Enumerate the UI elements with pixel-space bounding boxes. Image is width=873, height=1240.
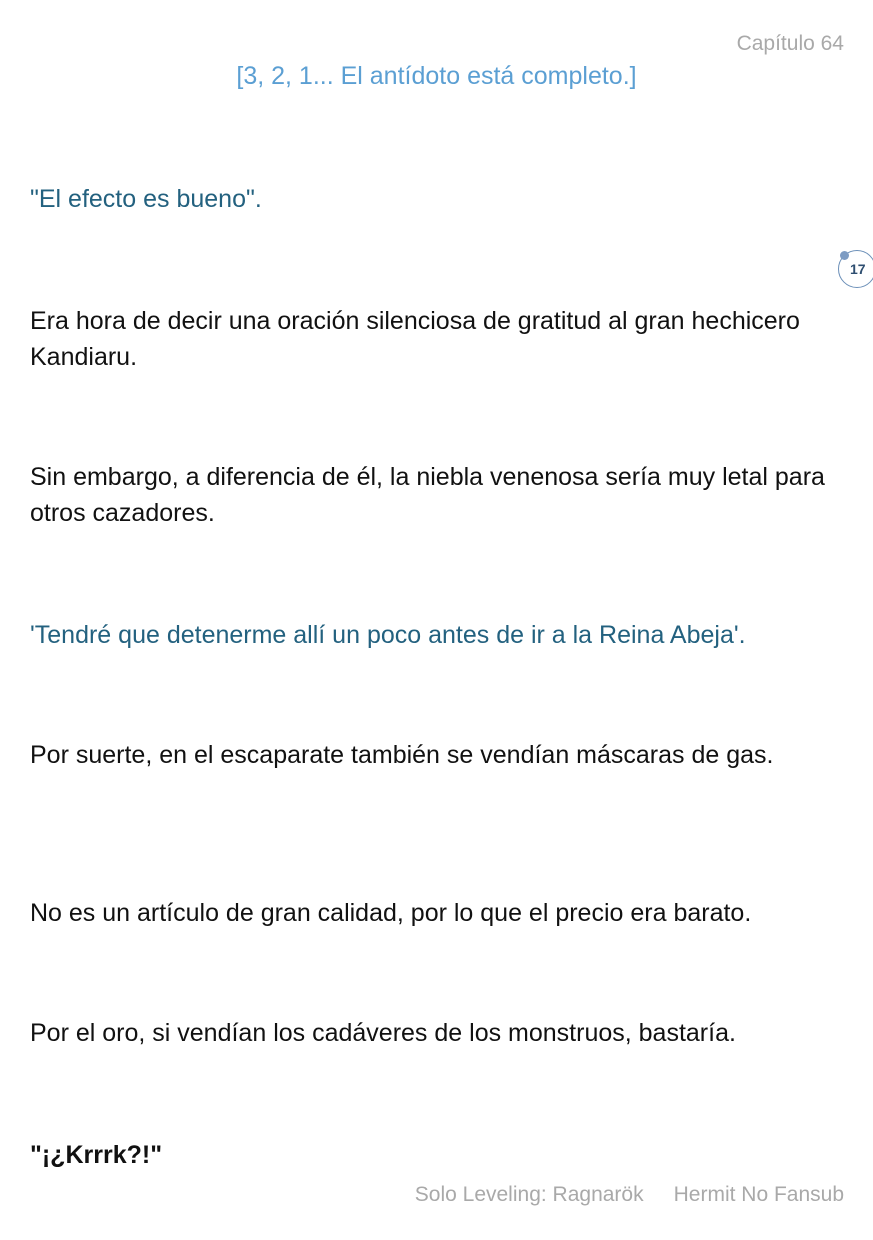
narration-paragraph: No es un artículo de gran calidad, por lo que el precio era barato. xyxy=(30,899,752,927)
narration-paragraph: Era hora de decir una oración silenciosa de gratitud al gran hechicero Kandiaru. xyxy=(30,307,800,371)
chapter-label: Capítulo 64 xyxy=(736,32,844,55)
page-number: 17 xyxy=(850,261,866,277)
bookmark-dot-icon xyxy=(840,251,849,260)
footer-credits xyxy=(415,1183,844,1207)
series-title: Solo Leveling: Ragnarök xyxy=(414,1183,644,1206)
page-number-badge[interactable] xyxy=(838,250,873,288)
thought-line: 'Tendré que detenerme allí un poco antes de ir a la Reina Abeja'. xyxy=(30,621,746,649)
system-message: [3, 2, 1... El antídoto está completo.] xyxy=(236,62,637,90)
narration-paragraph: Por el oro, si vendían los cadáveres de los monstruos, bastaría. xyxy=(30,1019,736,1047)
shout-line: "¡¿Krrrk?!" xyxy=(30,1141,163,1169)
narration-paragraph: Sin embargo, a diferencia de él, la niebla venenosa sería muy letal para otros cazadores. xyxy=(30,463,825,527)
narration-paragraph: Por suerte, en el escaparate también se vendían máscaras de gas. xyxy=(30,741,774,769)
fansub-group: Hermit No Fansub xyxy=(673,1183,844,1206)
dialogue-line: "El efecto es bueno". xyxy=(30,185,262,213)
